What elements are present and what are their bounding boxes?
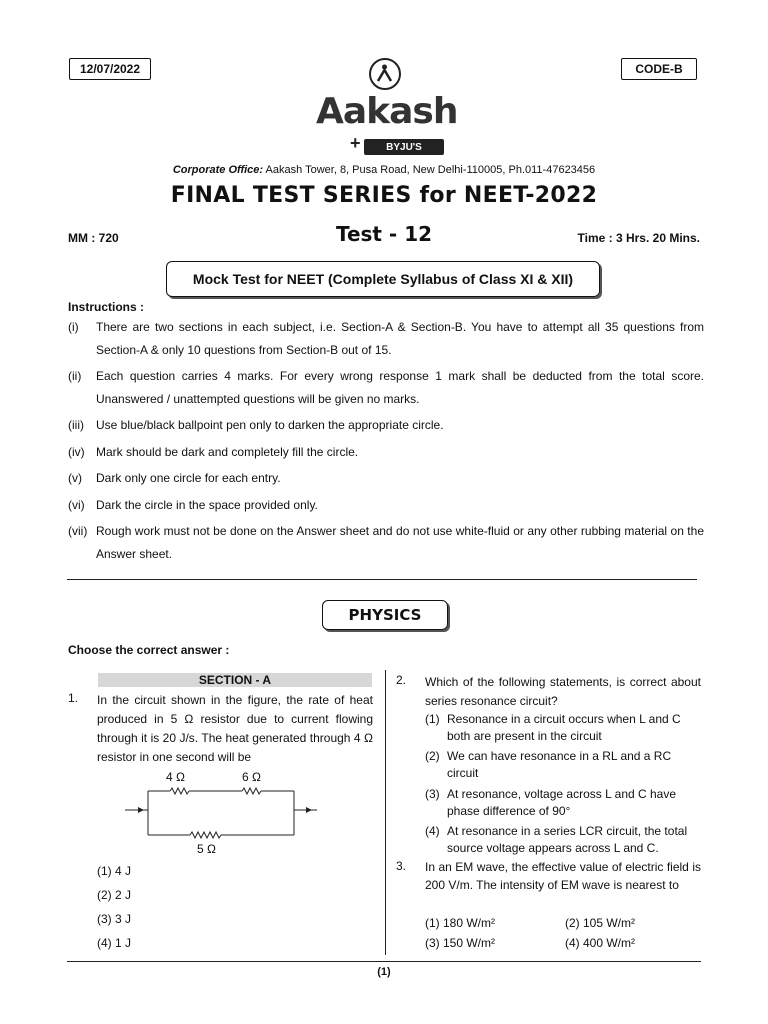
instruction-text: Use blue/black ballpoint pen only to darken the appropriate circle. xyxy=(96,418,444,432)
instruction-text: There are two sections in each subject, i.e. Section-A & Section-B. You have to attempt all 35 questions from Section-A & only 10 questions from Section-B out of 15. xyxy=(96,320,704,357)
q2-option-text: phase difference of 90° xyxy=(447,804,571,818)
instruction-num: (i) xyxy=(68,320,79,334)
q1-number: 1. xyxy=(68,691,79,705)
instructions-heading: Instructions : xyxy=(68,300,145,314)
q1-text: In the circuit shown in the figure, the rate of heat produced in 5 Ω resistor due to current flowing through it is 20 J/s. The heat generated through 4 Ω resistor in one second will be xyxy=(97,693,373,764)
column-divider xyxy=(385,670,386,955)
q3-option: (1) 180 W/m² xyxy=(425,916,496,930)
instruction-num: (iii) xyxy=(68,418,84,432)
byjus-badge: BYJU'S xyxy=(364,139,444,155)
q2-option-num: (2) xyxy=(425,749,440,763)
instruction-text: Mark should be dark and completely fill the circle. xyxy=(96,445,359,459)
test-number: Test - 12 xyxy=(335,222,433,246)
time-allowed: Time : 3 Hrs. 20 Mins. xyxy=(577,231,700,245)
instruction-item xyxy=(68,467,704,490)
choose-heading: Choose the correct answer : xyxy=(68,643,230,657)
instruction-num: (v) xyxy=(68,471,82,485)
q2-option-num: (4) xyxy=(425,824,440,838)
aakash-logo-icon xyxy=(369,58,401,90)
q3-option: (4) 400 W/m² xyxy=(565,936,636,950)
instruction-text: Each question carries 4 marks. For every wrong response 1 mark shall be deducted from the total score. Unanswered / unattempted questions will be given no marks. xyxy=(96,369,704,406)
instruction-num: (ii) xyxy=(68,369,82,383)
corporate-address: Aakash Tower, 8, Pusa Road, New Delhi-110005, Ph.011-47623456 xyxy=(265,164,596,176)
instruction-num: (vi) xyxy=(68,498,85,512)
instruction-num: (vii) xyxy=(68,524,88,538)
q3-option: (2) 105 W/m² xyxy=(565,916,636,930)
corporate-office xyxy=(100,164,668,176)
divider xyxy=(67,579,697,580)
instruction-item xyxy=(68,365,704,411)
q2-option-text: circuit xyxy=(447,766,479,780)
subject-banner: PHYSICS xyxy=(322,600,448,630)
instruction-text: Dark the circle in the space provided only. xyxy=(96,498,318,512)
section-a-bar: SECTION - A xyxy=(98,673,372,687)
resistor-label-6: 6 Ω xyxy=(242,770,261,784)
resistor-label-4: 4 Ω xyxy=(166,770,185,784)
plus-icon: + xyxy=(350,133,361,153)
q1-option: (1) 4 J xyxy=(97,864,132,878)
page-title: FINAL TEST SERIES for NEET-2022 xyxy=(170,183,598,208)
footer-divider xyxy=(67,961,701,962)
q2-option-num: (1) xyxy=(425,712,440,726)
q3-number: 3. xyxy=(396,859,407,873)
q2-option-text: At resonance in a series LCR circuit, the total xyxy=(447,824,688,838)
instruction-num: (iv) xyxy=(68,445,85,459)
corporate-label: Corporate Office: xyxy=(172,164,264,176)
circuit-diagram xyxy=(120,770,320,860)
instruction-item xyxy=(68,441,704,464)
instruction-item xyxy=(68,414,704,437)
q2-number: 2. xyxy=(396,673,407,687)
mock-test-banner: Mock Test for NEET (Complete Syllabus of Class XI & XII) xyxy=(166,261,600,297)
max-marks: MM : 720 xyxy=(68,231,119,245)
instruction-item xyxy=(68,494,704,517)
instruction-item xyxy=(68,520,704,566)
q2-option-num: (3) xyxy=(425,787,440,801)
q2-text: Which of the following statements, is correct about series resonance circuit? xyxy=(425,675,701,708)
q2-option-text: source voltage appears across L and C. xyxy=(447,841,659,855)
logo-text: Aakash xyxy=(316,91,458,132)
instruction-item xyxy=(68,316,704,362)
code-box: CODE-B xyxy=(621,58,697,80)
q1-option: (2) 2 J xyxy=(97,888,132,902)
instruction-text: Rough work must not be done on the Answer sheet and do not use white-fluid or any other rubbing material on the Answer sheet. xyxy=(96,524,704,561)
q3-option: (3) 150 W/m² xyxy=(425,936,496,950)
date-box: 12/07/2022 xyxy=(69,58,151,80)
instruction-text: Dark only one circle for each entry. xyxy=(96,471,281,485)
q2-option-text: Resonance in a circuit occurs when L and C xyxy=(447,712,681,726)
resistor-label-5: 5 Ω xyxy=(197,842,216,856)
q1-option: (4) 1 J xyxy=(97,936,132,950)
q2-option-text: At resonance, voltage across L and C have xyxy=(447,787,677,801)
q3-text: In an EM wave, the effective value of electric field is 200 V/m. The intensity of EM wave is nearest to xyxy=(425,860,701,892)
q2-option-text: both are present in the circuit xyxy=(447,729,602,743)
page-number: (1) xyxy=(377,966,391,978)
q2-option-text: We can have resonance in a RL and a RC xyxy=(447,749,672,763)
q1-option: (3) 3 J xyxy=(97,912,132,926)
